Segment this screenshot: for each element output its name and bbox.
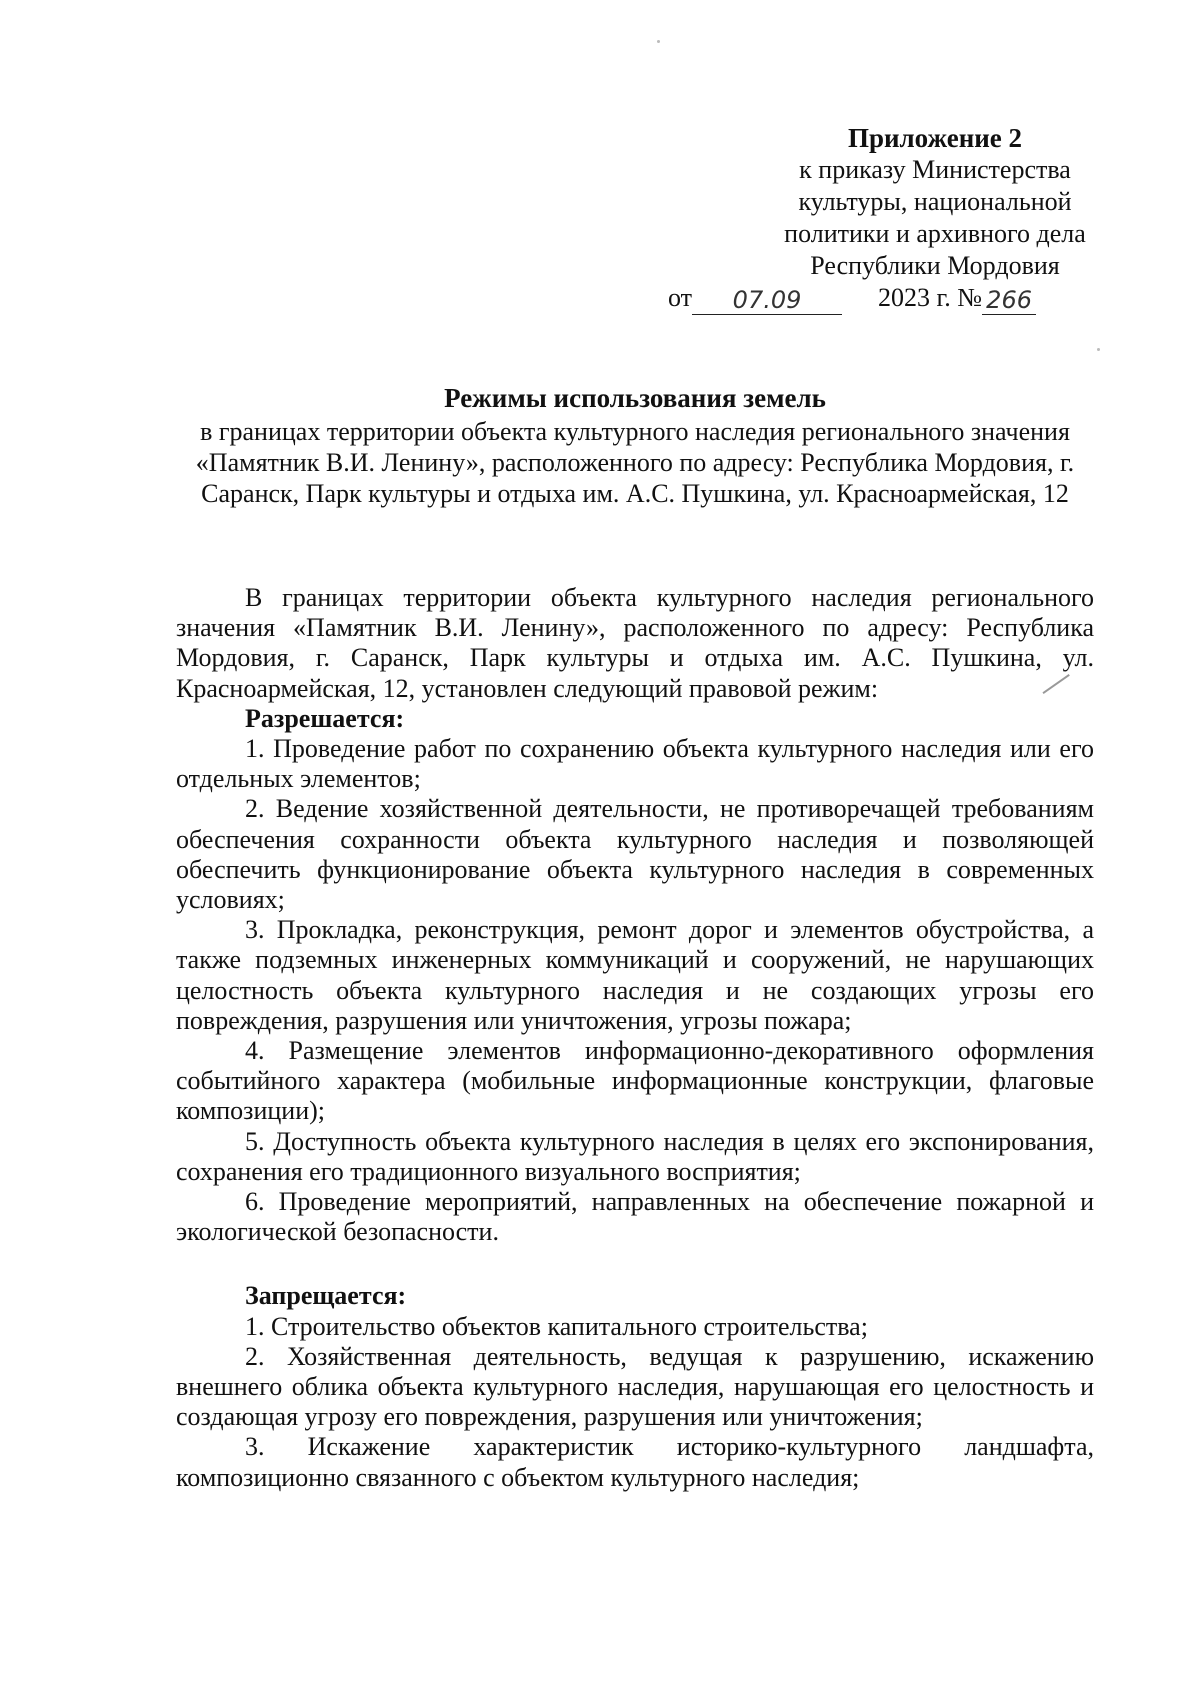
scan-speck bbox=[657, 40, 660, 43]
handwritten-date: 07.09 bbox=[732, 286, 802, 314]
appendix-line: культуры, национальной bbox=[798, 187, 1072, 216]
year-label: 2023 г. № bbox=[878, 283, 983, 312]
forbidden-item: 2. Хозяйственная деятельность, ведущая к разрушению, искажению внешнего облика объекта культурного наследия, нарушающая его целостность и создающая угрозу его повреждения, разрушения или уничтожения; bbox=[176, 1341, 1094, 1432]
document-title: Режимы использования земель bbox=[444, 383, 826, 413]
appendix-header bbox=[668, 122, 1130, 316]
date-line bbox=[668, 282, 1036, 314]
section-gap bbox=[176, 1247, 1094, 1281]
document-subtitle: в границах территории объекта культурного наследия регионального значения «Памятник В.И. Ленину», расположенного по адресу: Республика Мордовия, г. Саранск, Парк культуры и отдыха им. А.С. Пушкина, ул. Красноармейская, 12 bbox=[195, 417, 1075, 508]
appendix-date-row bbox=[668, 282, 1130, 316]
allowed-heading: Разрешается: bbox=[245, 703, 405, 733]
document-body bbox=[176, 583, 1094, 1493]
appendix-line: к приказу Министерства bbox=[799, 155, 1071, 184]
allowed-item: 2. Ведение хозяйственной деятельности, не противоречащей требованиям обеспечения сохранности объекта культурного наследия и позволяющей обеспечить функционирование объекта культурного наследия в современных условиях; bbox=[176, 794, 1094, 915]
allowed-item: 1. Проведение работ по сохранению объекта культурного наследия или его отдельных элементов; bbox=[176, 734, 1094, 794]
allowed-item: 6. Проведение мероприятий, направленных на обеспечение пожарной и экологической безопасности. bbox=[176, 1187, 1094, 1247]
intro-paragraph: В границах территории объекта культурного наследия регионального значения «Памятник В.И. Ленину», расположенного по адресу: Республика Мордовия, г. Саранск, Парк культуры и отдыха им. А.С. Пушкина, ул. Красноармейская, 12, установлен следующий правовой режим: bbox=[176, 583, 1094, 703]
forbidden-item: 3. Искажение характеристик историко-культурного ландшафта, композиционно связанного с объектом культурного наследия; bbox=[176, 1432, 1094, 1492]
document-title-block bbox=[170, 383, 1100, 509]
forbidden-item: 1. Строительство объектов капитального строительства; bbox=[245, 1311, 868, 1341]
appendix-line: Республики Мордовия bbox=[810, 251, 1060, 280]
allowed-item: 5. Доступность объекта культурного наследия в целях его экспонирования, сохранения его традиционного визуального восприятия; bbox=[176, 1126, 1094, 1186]
scan-speck bbox=[1097, 348, 1100, 351]
appendix-line: политики и архивного дела bbox=[784, 219, 1086, 248]
allowed-item: 3. Прокладка, реконструкция, ремонт дорог и элементов обустройства, а также подземных инженерных коммуникаций и сооружений, не нарушающих целостность объекта культурного наследия и не создающих угрозы его повреждения, разрушения или уничтожения, угрозы пожара; bbox=[176, 915, 1094, 1035]
date-field bbox=[692, 284, 842, 315]
appendix-title: Приложение 2 bbox=[847, 123, 1023, 153]
number-field bbox=[982, 284, 1036, 315]
allowed-item: 4. Размещение элементов информационно-декоративного оформления событийного характера (мобильные информационные конструкции, флаговые композиции); bbox=[176, 1036, 1094, 1126]
date-prefix: от bbox=[668, 283, 693, 312]
forbidden-heading: Запрещается: bbox=[245, 1281, 407, 1311]
handwritten-number: 266 bbox=[986, 286, 1032, 314]
